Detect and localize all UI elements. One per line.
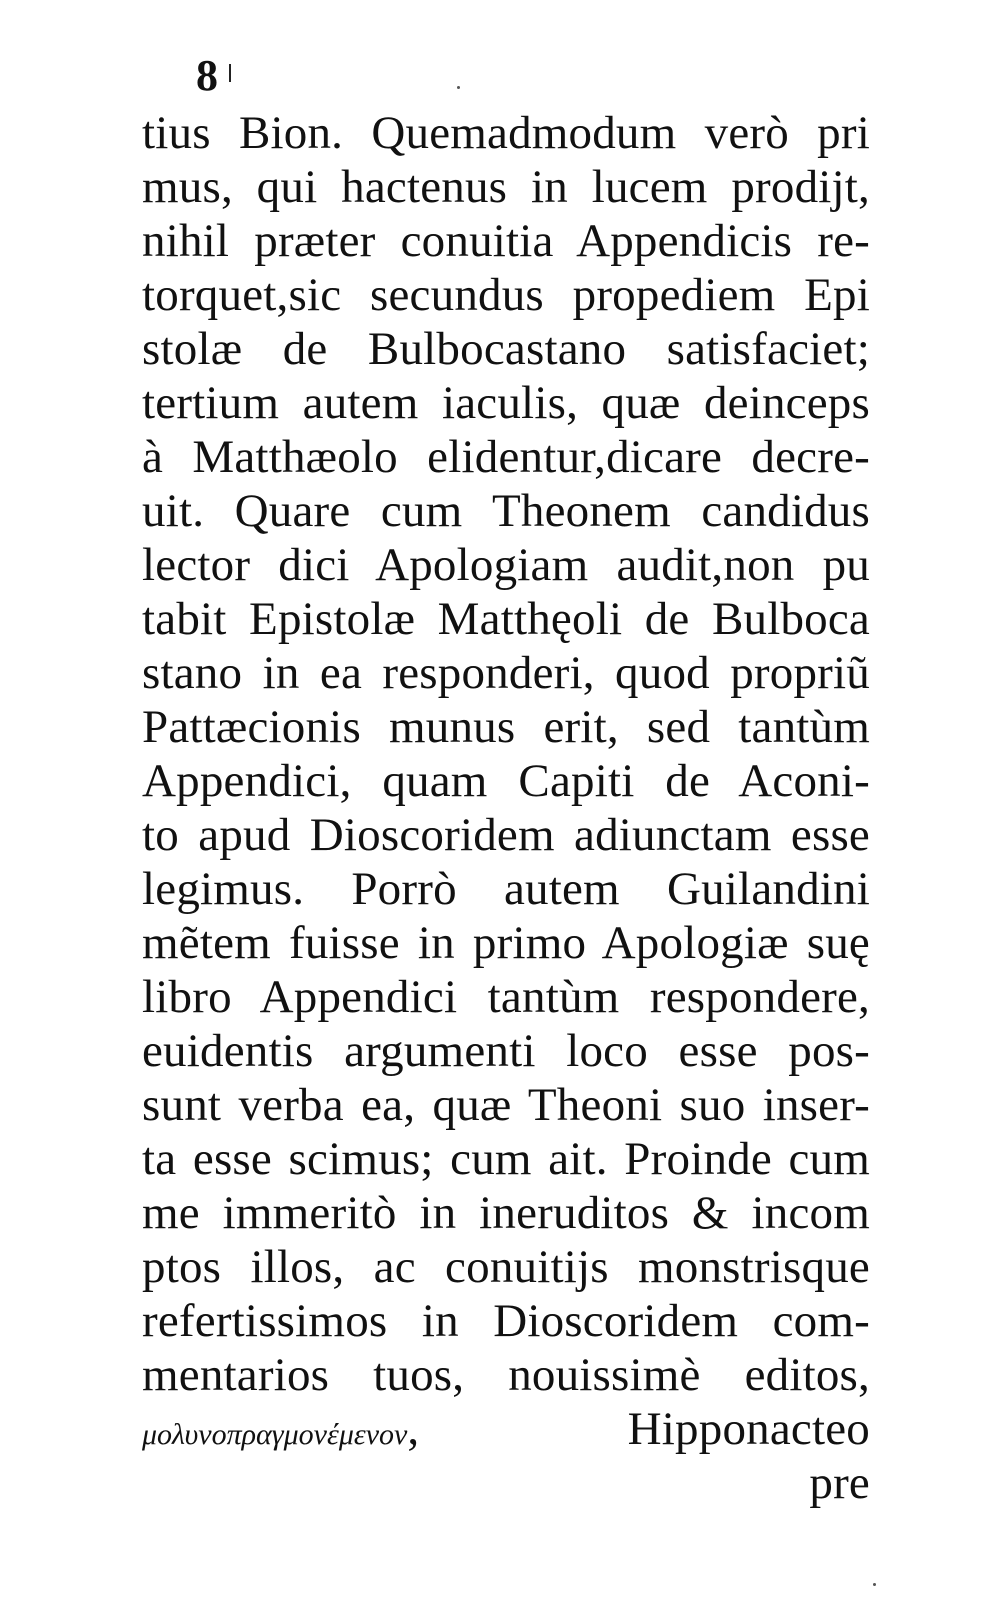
text-line: stano in ea responderi, quod propriũ <box>142 647 870 699</box>
text-line: Appendici, quam Capiti de Aconi- <box>142 755 870 807</box>
text-line: tertium autem iaculis, quæ deinceps <box>142 377 870 429</box>
print-speck <box>873 1583 876 1586</box>
print-speck <box>457 86 460 89</box>
page-number-mark <box>229 64 231 82</box>
text-line: refertissimos in Dioscoridem com- <box>142 1295 870 1347</box>
page-number: 8 <box>196 51 219 100</box>
text-line: stolæ de Bulbocastano satisfaciet; <box>142 323 870 375</box>
text-line: mentarios tuos, nouissimè editos, <box>142 1349 870 1401</box>
text-line: mẽtem fuisse in primo Apologiæ suę <box>142 917 870 969</box>
text-line: nihil præter conuitia Appendicis re- <box>142 215 870 267</box>
text-line: tabit Epistolæ Matthęoli de Bulboca <box>142 593 870 645</box>
text-line: sunt verba ea, quæ Theoni suo inser- <box>142 1079 870 1131</box>
text-line: legimus. Porrò autem Guilandini <box>142 863 870 915</box>
text-line: tius Bion. Quemadmodum verò pri <box>142 107 870 159</box>
text-line: me immeritò in ineruditos & incom <box>142 1187 870 1239</box>
text-line: ptos illos, ac conuitijs monstrisque <box>142 1241 870 1293</box>
text-line: ta esse scimus; cum ait. Proinde cum <box>142 1133 870 1185</box>
text-line-greek <box>142 1402 870 1456</box>
body-text <box>142 106 870 1510</box>
text-line: to apud Dioscoridem adiunctam esse <box>142 809 870 861</box>
text-line: euidentis argumenti loco esse pos- <box>142 1025 870 1077</box>
greek-word: μολυνοπραγμονέμενον <box>142 1418 408 1451</box>
text-line-rest: , Hipponacteo <box>407 1403 870 1455</box>
text-line: lector dici Apologiam audit,non pu <box>142 539 870 591</box>
text-line: mus, qui hactenus in lucem prodijt, <box>142 161 870 213</box>
text-line: uit. Quare cum Theonem candidus <box>142 485 870 537</box>
text-line: torquet,sic secundus propediem Epi <box>142 269 870 321</box>
text-line: à Matthæolo elidentur,dicare decre- <box>142 431 870 483</box>
text-line: libro Appendici tantùm respondere, <box>142 971 870 1023</box>
text-line: Pattæcionis munus erit, sed tantùm <box>142 701 870 753</box>
catchword: pre <box>809 1457 870 1509</box>
